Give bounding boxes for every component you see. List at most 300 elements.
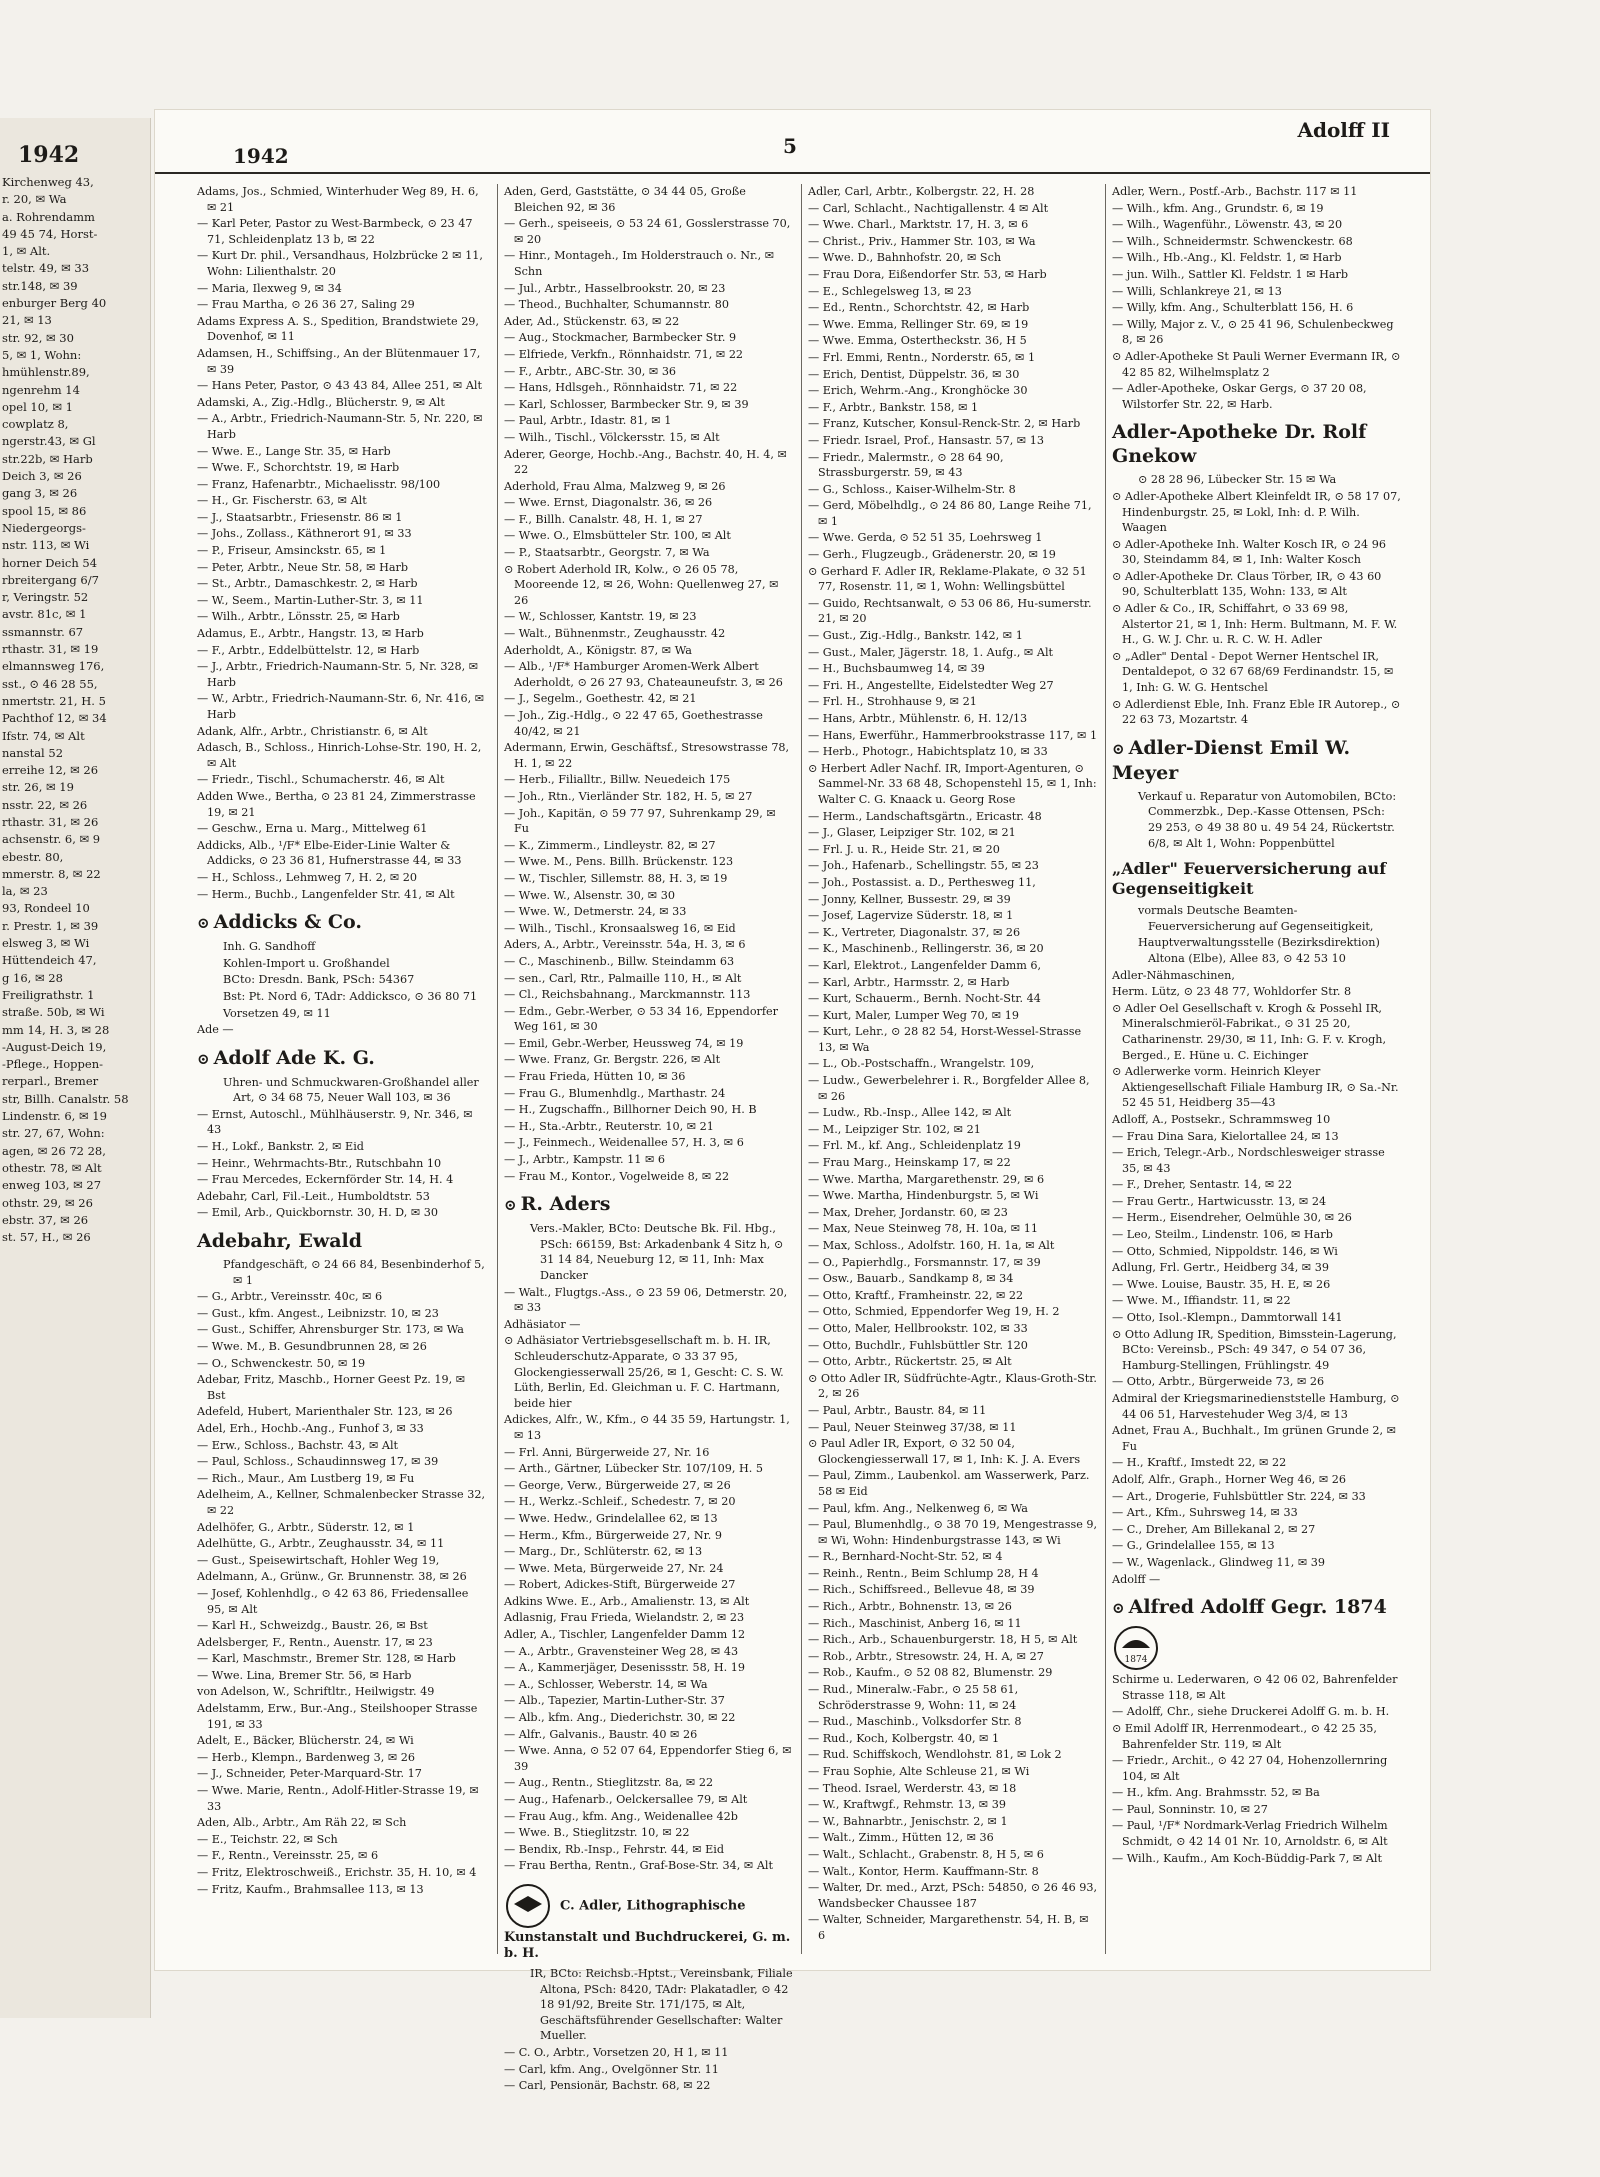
directory-entry: — F., Rentn., Vereinsstr. 25, ✉ 6 bbox=[197, 1849, 379, 1863]
previous-page-line: 21, ✉ 13 bbox=[2, 313, 52, 328]
directory-entry: — Max, Dreher, Jordanstr. 60, ✉ 23 bbox=[808, 1205, 1008, 1219]
directory-entry: — W., Arbtr., Friedrich-Naumann-Str. 6, Nr. 416, ✉ Harb bbox=[197, 692, 485, 721]
directory-entry: Aderhold, Frau Alma, Malzweg 9, ✉ 26 bbox=[504, 479, 726, 493]
previous-page-line: str.22b, ✉ Harb bbox=[2, 451, 93, 466]
previous-page-line: gang 3, ✉ 26 bbox=[2, 486, 78, 501]
directory-entry: — Frau G., Blumenhdlg., Marthastr. 24 bbox=[504, 1086, 726, 1100]
directory-entry: Adams, Jos., Schmied, Winterhuder Weg 89, H. 6, ✉ 21 bbox=[197, 185, 479, 214]
column-2 bbox=[497, 184, 794, 2093]
directory-entry: — Frau M., Kontor., Vogelweide 8, ✉ 22 bbox=[504, 1169, 730, 1183]
directory-entry: — Walter, Schneider, Margarethenstr. 54, H. B, ✉ 6 bbox=[808, 1913, 1089, 1942]
directory-entry: — E., Teichstr. 22, ✉ Sch bbox=[197, 1832, 338, 1846]
directory-entry: — H., Schloss., Lehmweg 7, H. 2, ✉ 20 bbox=[197, 870, 418, 884]
ad-c-adler-body bbox=[504, 1966, 794, 2044]
directory-entry: — Friedr., Malermstr., ⊙ 28 64 90, Strassburgerstr. 59, ✉ 43 bbox=[808, 450, 1004, 480]
eagle-seal-icon bbox=[504, 1882, 552, 1930]
directory-entry: — Wwe. F., Schorchtstr. 19, ✉ Harb bbox=[197, 461, 400, 475]
directory-entry: — C. O., Arbtr., Vorsetzen 20, H 1, ✉ 11 bbox=[504, 2045, 729, 2059]
directory-entry: Adickes, Alfr., W., Kfm., ⊙ 44 35 59, Hartungstr. 1, ✉ 13 bbox=[504, 1413, 790, 1442]
directory-entry: Hauptverwaltungsstelle (Bezirksdirektion) Altona (Elbe), Allee 83, ⊙ 42 53 10 bbox=[1138, 936, 1380, 965]
directory-entry: — Karl, Elektrot., Langenfelder Damm 6, bbox=[808, 958, 1042, 972]
directory-entry: — Frau Bertha, Rentn., Graf-Bose-Str. 34, ✉ Alt bbox=[504, 1859, 773, 1873]
directory-entry: — Wwe. Louise, Baustr. 35, H. E, ✉ 26 bbox=[1112, 1277, 1331, 1291]
directory-entry: — Carl, Pensionär, Bachstr. 68, ✉ 22 bbox=[504, 2079, 711, 2093]
directory-entry: Adler, A., Tischler, Langenfelder Damm 12 bbox=[504, 1628, 746, 1642]
directory-entry: — Walt., Schlacht., Grabenstr. 8, H 5, ✉ 6 bbox=[808, 1847, 1044, 1861]
directory-entry: — W., Kraftwgf., Rehmstr. 13, ✉ 39 bbox=[808, 1798, 1006, 1812]
directory-entry: — Otto, Arbtr., Bürgerweide 73, ✉ 26 bbox=[1112, 1375, 1325, 1389]
column-3 bbox=[801, 184, 1098, 1954]
directory-entry: — Otto, Buchdlr., Fuhlsbüttler Str. 120 bbox=[808, 1338, 1028, 1352]
previous-page-line: cowplatz 8, bbox=[2, 417, 69, 432]
directory-entry: ⊙ Adlerdienst Eble, Inh. Franz Eble IR Autorep., ⊙ 22 63 73, Mozartstr. 4 bbox=[1112, 697, 1401, 727]
directory-entry: — Ludw., Gewerbelehrer i. R., Borgfelder Allee 8, ✉ 26 bbox=[808, 1074, 1090, 1103]
directory-entry: — W., Seem., Martin-Luther-Str. 3, ✉ 11 bbox=[197, 593, 424, 607]
directory-entry: Adelmann, A., Grünw., Gr. Brunnenstr. 38, ✉ 26 bbox=[197, 1570, 467, 1584]
directory-entry: — Art., Kfm., Suhrsweg 14, ✉ 33 bbox=[1112, 1506, 1298, 1520]
directory-entry: — Kurt, Maler, Lumper Weg 70, ✉ 19 bbox=[808, 1008, 1019, 1022]
directory-entry: — Jonny, Kellner, Bussestr. 29, ✉ 39 bbox=[808, 892, 1011, 906]
directory-entry: — Wwe. Lina, Bremer Str. 56, ✉ Harb bbox=[197, 1668, 412, 1682]
registered-circle-icon: ⊙ bbox=[504, 1196, 517, 1215]
directory-entry: — Hans Peter, Pastor, ⊙ 43 43 84, Allee 251, ✉ Alt bbox=[197, 379, 483, 393]
directory-entry: — Wilh., Tischl., Kronsaalsweg 16, ✉ Eid bbox=[504, 921, 736, 935]
directory-entry: Aderer, George, Hochb.-Ang., Bachstr. 40, H. 4, ✉ 22 bbox=[504, 447, 787, 477]
directory-entry: — J., Staatsarbtr., Friesenstr. 86 ✉ 1 bbox=[197, 510, 403, 524]
previous-page-line: a. Rohrendamm bbox=[2, 209, 95, 224]
directory-entry: — Aug., Stockmacher, Barmbecker Str. 9 bbox=[504, 331, 737, 345]
registered-circle-icon: ⊙ bbox=[1112, 1599, 1125, 1618]
previous-page-line: elmannsweg 176, bbox=[2, 659, 105, 674]
directory-entry: — Wwe. Franz, Gr. Bergstr. 226, ✉ Alt bbox=[504, 1053, 721, 1067]
ade-label: Ade — bbox=[197, 1023, 234, 1037]
directory-entry: — Carl, Schlacht., Nachtigallenstr. 4 ✉ Alt bbox=[808, 201, 1049, 215]
directory-entry: Vers.-Makler, BCto: Deutsche Bk. Fil. Hbg., PSch: 66159, Bst: Arkadenbank 4 Sitz h, ⊙ 31 14 84, Neueburg 12, ✉ 11, Inh: Max Dancker bbox=[530, 1222, 784, 1282]
directory-entry: Adamus, E., Arbtr., Hangstr. 13, ✉ Harb bbox=[197, 627, 424, 641]
previous-page-lines bbox=[0, 174, 150, 1246]
directory-entry: — Ernst, Autoschl., Mühlhäuserstr. 9, Nr. 346, ✉ 43 bbox=[197, 1107, 473, 1137]
directory-entry: — Friedr., Archit., ⊙ 42 27 04, Hohenzollernring 104, ✉ Alt bbox=[1112, 1754, 1388, 1783]
page-number: 5 bbox=[783, 134, 797, 158]
directory-entry: ⊙ „Adler" Dental - Depot Werner Hentschel IR, Dentaldepot, ⊙ 32 67 68/69 Ferdinandstr. 15, ✉ 1, Inh: G. W. G. Hentschel bbox=[1112, 649, 1394, 695]
ad-adler-feuer-body bbox=[1112, 903, 1402, 966]
directory-entry: — Paul, Sonninstr. 10, ✉ 27 bbox=[1112, 1802, 1268, 1816]
previous-page-line: 5, ✉ 1, Wohn: bbox=[2, 347, 82, 362]
previous-page-line: -Pflege., Hoppen- bbox=[2, 1057, 104, 1072]
previous-page-line: spool 15, ✉ 86 bbox=[2, 503, 87, 518]
directory-entry: Adelsberger, F., Rentn., Auenstr. 17, ✉ 23 bbox=[197, 1635, 433, 1649]
directory-entry: — F., Arbtr., ABC-Str. 30, ✉ 36 bbox=[504, 364, 677, 378]
directory-entry: — Otto, Arbtr., Rückertstr. 25, ✉ Alt bbox=[808, 1355, 1012, 1369]
directory-entry: — O., Schwenckestr. 50, ✉ 19 bbox=[197, 1356, 366, 1370]
previous-page-line: enweg 103, ✉ 27 bbox=[2, 1178, 102, 1193]
directory-entry: — C., Maschinenb., Billw. Steindamm 63 bbox=[504, 954, 735, 968]
directory-entry: IR, BCto: Reichsb.-Hptst., Vereinsbank, Filiale Altona, PSch: 8420, TAdr: Plakatadler, ⊙ 42 18 91/92, Breite Str. 171/175, ✉ Alt, Geschäftsführender Gesellschafter: Walter Mueller. bbox=[530, 1966, 793, 2043]
directory-entry: — Wwe. W., Alsenstr. 30, ✉ 30 bbox=[504, 888, 675, 902]
previous-page-line: horner Deich 54 bbox=[2, 555, 98, 570]
directory-entry: — Arth., Gärtner, Lübecker Str. 107/109, H. 5 bbox=[504, 1462, 763, 1476]
directory-entry: Adkins Wwe. E., Arb., Amalienstr. 13, ✉ Alt bbox=[504, 1594, 750, 1608]
directory-entry: — G., Schloss., Kaiser-Wilhelm-Str. 8 bbox=[808, 482, 1016, 496]
directory-entry: — H., Kraftf., Imstedt 22, ✉ 22 bbox=[1112, 1456, 1287, 1470]
directory-entry: — Leo, Steilm., Lindenstr. 106, ✉ Harb bbox=[1112, 1228, 1333, 1242]
ad-r-aders-title: ⊙ R. Aders bbox=[504, 1193, 611, 1216]
columns bbox=[197, 184, 1405, 2093]
col2-entries-c bbox=[504, 2045, 794, 2094]
directory-entry: Ader, Ad., Stückenstr. 63, ✉ 22 bbox=[504, 314, 680, 328]
directory-entry: — Herb., Filialltr., Billw. Neuedeich 175 bbox=[504, 773, 731, 787]
ad-adler-dienst-title: ⊙ Adler-Dienst Emil W. Meyer bbox=[1112, 736, 1351, 784]
directory-entry: — Rud., Mineralw.-Fabr., ⊙ 25 58 61, Schröderstrasse 9, Wohn: 11, ✉ 24 bbox=[808, 1683, 1019, 1712]
directory-entry: Adler, Wern., Postf.-Arb., Bachstr. 117 ✉ 11 bbox=[1112, 185, 1358, 198]
directory-entry: — Herb., Klempn., Bardenweg 3, ✉ 26 bbox=[197, 1750, 416, 1764]
col1-entries-c bbox=[197, 1289, 487, 1897]
directory-entry: Adefeld, Hubert, Marienthaler Str. 123, ✉ 26 bbox=[197, 1405, 453, 1419]
ad-alfred-adolff-title: ⊙ Alfred Adolff Gegr. 1874 bbox=[1112, 1596, 1387, 1619]
directory-entry: — Carl, kfm. Ang., Ovelgönner Str. 11 bbox=[504, 2062, 719, 2076]
directory-entry: — Alb., kfm. Ang., Diederichstr. 30, ✉ 22 bbox=[504, 1711, 736, 1725]
directory-entry: — Frl. Anni, Bürgerweide 27, Nr. 16 bbox=[504, 1445, 710, 1459]
directory-entry: — Gerd, Möbelhdlg., ⊙ 24 86 80, Lange Reihe 71, ✉ 1 bbox=[808, 499, 1092, 528]
directory-entry: Inh. G. Sandhoff bbox=[223, 940, 316, 954]
ad-alfred-adolff-body bbox=[1112, 1624, 1402, 1703]
directory-entry: Adel, Erh., Hochb.-Ang., Funhof 3, ✉ 33 bbox=[197, 1421, 424, 1435]
previous-page-year: 1942 bbox=[18, 142, 80, 168]
directory-entry: — H., Gr. Fischerstr. 63, ✉ Alt bbox=[197, 494, 367, 508]
directory-entry: — F., Billh. Canalstr. 48, H. 1, ✉ 27 bbox=[504, 512, 703, 526]
directory-entry: — Karl H., Schweizdg., Baustr. 26, ✉ Bst bbox=[197, 1619, 428, 1633]
directory-entry: — Rud., Koch, Kolbergstr. 40, ✉ 1 bbox=[808, 1731, 1000, 1745]
directory-entry: — Kurt, Schauerm., Bernh. Nocht-Str. 44 bbox=[808, 992, 1041, 1006]
directory-entry: — Hans, Hdlsgeh., Rönnhaidstr. 71, ✉ 22 bbox=[504, 381, 738, 395]
previous-page-line: r. Prestr. 1, ✉ 39 bbox=[2, 918, 99, 933]
directory-entry: — Alb., ¹/F* Hamburger Aromen-Werk Albert Aderholdt, ⊙ 26 27 93, Chateauneufstr. 3, ✉ 26 bbox=[504, 660, 783, 689]
directory-entry: — J., Schneider, Peter-Marquard-Str. 17 bbox=[197, 1767, 422, 1781]
directory-entry: — J., Arbtr., Friedrich-Naumann-Str. 5, Nr. 328, ✉ Harb bbox=[197, 660, 479, 689]
directory-entry: — Walt., Flugtgs.-Ass., ⊙ 23 59 06, Detmerstr. 20, ✉ 33 bbox=[504, 1285, 788, 1315]
directory-entry: Adlung, Frl. Gertr., Heidberg 34, ✉ 39 bbox=[1112, 1261, 1329, 1275]
previous-page-line: ebestr. 80, bbox=[2, 849, 64, 864]
previous-page-line: str, Billh. Canalstr. 58 bbox=[2, 1091, 129, 1106]
directory-entry: — Wwe. Ernst, Diagonalstr. 36, ✉ 26 bbox=[504, 496, 713, 510]
previous-page-line: ebstr. 37, ✉ 26 bbox=[2, 1212, 89, 1227]
directory-entry: — Otto, Schmied, Nippoldstr. 146, ✉ Wi bbox=[1112, 1244, 1338, 1258]
previous-page-line: nsstr. 22, ✉ 26 bbox=[2, 797, 88, 812]
directory-entry: — Gust., Schiffer, Ahrensburger Str. 173, ✉ Wa bbox=[197, 1323, 464, 1337]
directory-entry: ⊙ Adler & Co., IR, Schiffahrt, ⊙ 33 69 98, Alstertor 21, ✉ 1, Inh: Herm. Bultmann, M. F. W. H., G. W. J. Chr. u. R. C. W. H. Adler bbox=[1112, 602, 1398, 647]
directory-entry: — Johs., Zollass., Käthnerort 91, ✉ 33 bbox=[197, 527, 412, 541]
directory-entry: — Peter, Arbtr., Neue Str. 58, ✉ Harb bbox=[197, 560, 409, 574]
directory-entry: ⊙ Adler-Apotheke Inh. Walter Kosch IR, ⊙ 24 96 30, Steindamm 84, ✉ 1, Inh: Walter Kosch bbox=[1112, 537, 1386, 567]
directory-entry: — jun. Wilh., Sattler Kl. Feldstr. 1 ✉ Harb bbox=[1112, 267, 1349, 281]
directory-page bbox=[155, 110, 1430, 2093]
directory-entry: Aders, A., Arbtr., Vereinsstr. 54a, H. 3, ✉ 6 bbox=[504, 938, 746, 952]
directory-entry: ⊙ Paul Adler IR, Export, ⊙ 32 50 04, Glockengiesserwall 17, ✉ 1, Inh: K. J. A. Evers bbox=[808, 1437, 1081, 1466]
previous-page-line: rerparl., Bremer bbox=[2, 1074, 99, 1089]
previous-page-line: 93, Rondeel 10 bbox=[2, 901, 90, 916]
directory-entry: Pfandgeschäft, ⊙ 24 66 84, Besenbinderhof 5, ✉ 1 bbox=[223, 1258, 485, 1287]
header-year: 1942 bbox=[233, 144, 289, 168]
previous-page-line: nstr. 113, ✉ Wi bbox=[2, 538, 90, 553]
directory-entry: — Wilh., Schneidermstr. Schwenckestr. 68 bbox=[1112, 234, 1353, 248]
directory-entry: — Elfriede, Verkfn., Rönnhaidstr. 71, ✉ 22 bbox=[504, 347, 744, 361]
directory-entry: — Paul, Neuer Steinweg 37/38, ✉ 11 bbox=[808, 1420, 1017, 1434]
previous-page-line: rthastr. 31, ✉ 19 bbox=[2, 642, 99, 657]
previous-page-line: erreihe 12, ✉ 26 bbox=[2, 763, 99, 778]
directory-entry: — Wilh., Hb.-Ang., Kl. Feldstr. 1, ✉ Harb bbox=[1112, 251, 1342, 265]
directory-entry: — Herm., Landschaftsgärtn., Ericastr. 48 bbox=[808, 809, 1042, 823]
directory-entry: — H., kfm. Ang. Brahmsstr. 52, ✉ Ba bbox=[1112, 1786, 1320, 1800]
directory-entry: — Wwe. E., Lange Str. 35, ✉ Harb bbox=[197, 444, 391, 458]
directory-entry: — Walt., Kontor, Herm. Kauffmann-Str. 8 bbox=[808, 1864, 1039, 1878]
directory-entry: — J., Glaser, Leipziger Str. 102, ✉ 21 bbox=[808, 826, 1016, 840]
previous-page-line: ngerstr.43, ✉ Gl bbox=[2, 434, 96, 449]
directory-entry: — Rich., Maschinist, Anberg 16, ✉ 11 bbox=[808, 1616, 1022, 1630]
directory-entry: — Frau Frieda, Hütten 10, ✉ 36 bbox=[504, 1070, 686, 1084]
previous-page-line: st. 57, H., ✉ 26 bbox=[2, 1230, 91, 1245]
directory-entry: Adamski, A., Zig.-Hdlg., Blücherstr. 9, ✉ Alt bbox=[197, 395, 445, 409]
directory-entry: — Kurt, Lehr., ⊙ 28 82 54, Horst-Wessel-Strasse 13, ✉ Wa bbox=[808, 1025, 1082, 1054]
previous-page-strip bbox=[0, 118, 151, 2018]
previous-page-line: str.148, ✉ 39 bbox=[2, 278, 78, 293]
directory-entry: — M., Leipziger Str. 102, ✉ 21 bbox=[808, 1122, 981, 1136]
directory-entry: — Maria, Ilexweg 9, ✉ 34 bbox=[197, 281, 342, 295]
directory-entry: — Rud. Schiffskoch, Wendlohstr. 81, ✉ Lok 2 bbox=[808, 1748, 1062, 1762]
directory-entry: — Bendix, Rb.-Insp., Fehrstr. 44, ✉ Eid bbox=[504, 1842, 725, 1856]
previous-page-line: othstr. 29, ✉ 26 bbox=[2, 1195, 93, 1210]
directory-entry: — Wwe. Hedw., Grindelallee 62, ✉ 13 bbox=[504, 1511, 718, 1525]
directory-entry: — Friedr., Tischl., Schumacherstr. 46, ✉ Alt bbox=[197, 773, 445, 787]
directory-entry: — Herm., Kfm., Bürgerweide 27, Nr. 9 bbox=[504, 1528, 723, 1542]
directory-entry: — Karl Peter, Pastor zu West-Barmbeck, ⊙ 23 47 71, Schleidenplatz 13 b, ✉ 22 bbox=[197, 217, 473, 246]
directory-entry: — Cl., Reichsbahnang., Marckmannstr. 113 bbox=[504, 988, 751, 1002]
directory-entry: von Adelson, W., Schriftltr., Heilwigstr. 49 bbox=[197, 1685, 435, 1699]
previous-page-line: nmertstr. 21, H. 5 bbox=[2, 693, 106, 708]
directory-entry: — Gust., Maler, Jägerstr. 18, 1. Aufg., ✉ Alt bbox=[808, 645, 1054, 659]
directory-entry: — Hans, Ewerführ., Hammerbrookstrasse 117, ✉ 1 bbox=[808, 728, 1098, 742]
previous-page-line: enburger Berg 40 bbox=[2, 296, 107, 311]
directory-entry: — Otto, Kraftf., Framheinstr. 22, ✉ 22 bbox=[808, 1288, 1024, 1302]
ad-c-adler-title: C. Adler, Lithographische Kunstanstalt und Buchdruckerei, G. m. b. H. bbox=[504, 1882, 794, 1962]
directory-entry: — Franz, Kutscher, Konsul-Renck-Str. 2, ✉ Harb bbox=[808, 417, 1081, 431]
directory-entry: — Wilh., Tischl., Völckersstr. 15, ✉ Alt bbox=[504, 430, 720, 444]
previous-page-line: str. 92, ✉ 30 bbox=[2, 330, 74, 345]
directory-entry: Kohlen-Import u. Großhandel bbox=[223, 956, 390, 970]
directory-entry: — Willi, Schlankreye 21, ✉ 13 bbox=[1112, 284, 1282, 298]
directory-entry: — Paul, Arbtr., Idastr. 81, ✉ 1 bbox=[504, 414, 672, 428]
directory-entry: — Frl. M., kf. Ang., Schleidenplatz 19 bbox=[808, 1139, 1021, 1153]
directory-entry: — Adolff, Chr., siehe Druckerei Adolff G. m. b. H. bbox=[1112, 1705, 1390, 1719]
directory-entry: — Wilh., Wagenführ., Löwenstr. 43, ✉ 20 bbox=[1112, 218, 1343, 232]
directory-entry: — Rob., Arbtr., Stresowstr. 24, H. A, ✉ 27 bbox=[808, 1649, 1044, 1663]
directory-entry: — Josef, Kohlenhdlg., ⊙ 42 63 86, Friedensallee 95, ✉ Alt bbox=[197, 1586, 469, 1616]
directory-entry: — Wwe. W., Detmerstr. 24, ✉ 33 bbox=[504, 905, 687, 919]
directory-entry: — Rich., Arbtr., Bohnenstr. 13, ✉ 26 bbox=[808, 1600, 1012, 1614]
previous-page-line: rbreitergang 6/7 bbox=[2, 572, 99, 587]
directory-entry: — Joh., Kapitän, ⊙ 59 77 97, Suhrenkamp 29, ✉ Fu bbox=[504, 806, 776, 836]
directory-entry: — Frau Gertr., Hartwicusstr. 13, ✉ 24 bbox=[1112, 1194, 1327, 1208]
directory-entry: — Wwe. M., Iffiandstr. 11, ✉ 22 bbox=[1112, 1294, 1291, 1308]
directory-entry: — Fritz, Elektroschweiß., Erichstr. 35, H. 10, ✉ 4 bbox=[197, 1866, 477, 1879]
directory-entry: ⊙ Robert Aderhold IR, Kolw., ⊙ 26 05 78, Mooreende 12, ✉ 26, Wohn: Quellenweg 27, ✉ 26 bbox=[504, 562, 779, 607]
col4-entries-b bbox=[1112, 489, 1402, 728]
directory-entry: — Hans, Arbtr., Mühlenstr. 6, H. 12/13 bbox=[808, 712, 1028, 725]
directory-entry: — O., Papierhdlg., Forsmannstr. 17, ✉ 39 bbox=[808, 1255, 1041, 1269]
directory-entry: — Erich, Wehrm.-Ang., Kronghöcke 30 bbox=[808, 384, 1028, 398]
previous-page-line: r. 20, ✉ Wa bbox=[2, 192, 67, 207]
previous-page-line: 49 45 74, Horst- bbox=[2, 226, 98, 241]
directory-entry: — Wwe. Martha, Hindenburgstr. 5, ✉ Wi bbox=[808, 1189, 1039, 1203]
directory-entry: — Frau Dina Sara, Kielortallee 24, ✉ 13 bbox=[1112, 1129, 1339, 1143]
directory-entry: — Guido, Rechtsanwalt, ⊙ 53 06 86, Hu-sumerstr. 21, ✉ 20 bbox=[808, 596, 1092, 626]
previous-page-line: elsweg 3, ✉ Wi bbox=[2, 936, 90, 951]
directory-entry: — Gust., kfm. Angest., Leibnizstr. 10, ✉ 23 bbox=[197, 1306, 439, 1320]
directory-entry: — Otto, Schmied, Eppendorfer Weg 19, H. 2 bbox=[808, 1305, 1060, 1319]
directory-entry: — Walter, Dr. med., Arzt, PSch: 54850, ⊙ 26 46 93, Wandsbecker Chaussee 187 bbox=[808, 1881, 1098, 1910]
directory-entry: — George, Verw., Bürgerweide 27, ✉ 26 bbox=[504, 1478, 731, 1492]
directory-entry: — F., Dreher, Sentastr. 14, ✉ 22 bbox=[1112, 1178, 1293, 1192]
previous-page-line: opel 10, ✉ 1 bbox=[2, 399, 73, 414]
previous-page-line: Pachthof 12, ✉ 34 bbox=[2, 711, 107, 726]
directory-entry: — Paul, Zimm., Laubenkol. am Wasserwerk, Parz. 58 ✉ Eid bbox=[808, 1469, 1090, 1498]
directory-entry: Adhäsiator — bbox=[504, 1317, 581, 1331]
directory-entry: — Frau Aug., kfm. Ang., Weidenallee 42b bbox=[504, 1809, 738, 1823]
directory-entry: — H., Buchsbaumweg 14, ✉ 39 bbox=[808, 662, 985, 676]
directory-entry: — Willy, Major z. V., ⊙ 25 41 96, Schulenbeckweg 8, ✉ 26 bbox=[1112, 317, 1394, 347]
previous-page-line: Hüttendeich 47, bbox=[2, 953, 97, 968]
directory-entry: — J., Arbtr., Kampstr. 11 ✉ 6 bbox=[504, 1153, 666, 1167]
directory-entry: — Frau Mercedes, Eckernförder Str. 14, H. 4 bbox=[197, 1173, 454, 1187]
directory-entry: Adasch, B., Schloss., Hinrich-Lohse-Str. 190, H. 2, ✉ Alt bbox=[197, 741, 482, 770]
directory-entry: — Erw., Schloss., Bachstr. 43, ✉ Alt bbox=[197, 1438, 399, 1452]
directory-entry: Adlasnig, Frau Frieda, Wielandstr. 2, ✉ 23 bbox=[504, 1611, 745, 1625]
col2-entries-a bbox=[504, 184, 794, 1184]
directory-entry: — Wwe. Martha, Margarethenstr. 29, ✉ 6 bbox=[808, 1172, 1045, 1186]
directory-entry: — Rich., Schiffsreed., Bellevue 48, ✉ 39 bbox=[808, 1583, 1035, 1597]
previous-page-line: achsenstr. 6, ✉ 9 bbox=[2, 832, 101, 847]
directory-entry: — Emil, Arb., Quickbornstr. 30, H. D, ✉ 30 bbox=[197, 1206, 439, 1220]
directory-entry: — Art., Drogerie, Fuhlsbüttler Str. 224, ✉ 33 bbox=[1112, 1489, 1366, 1503]
directory-entry: — Ludw., Rb.-Insp., Allee 142, ✉ Alt bbox=[808, 1106, 1012, 1120]
previous-page-line: sst., ⊙ 46 28 55, bbox=[2, 676, 98, 691]
directory-entry: — Emil, Gebr.-Werber, Heussweg 74, ✉ 19 bbox=[504, 1036, 744, 1050]
previous-page-line: othestr. 78, ✉ Alt bbox=[2, 1160, 102, 1175]
directory-entry: — Fri. H., Angestellte, Eidelstedter Weg 27 bbox=[808, 678, 1054, 692]
directory-entry: — Karl, Schlosser, Barmbecker Str. 9, ✉ 39 bbox=[504, 397, 749, 411]
directory-entry: — Osw., Bauarb., Sandkamp 8, ✉ 34 bbox=[808, 1272, 1014, 1286]
directory-entry: Adloff, A., Postsekr., Schrammsweg 10 bbox=[1112, 1112, 1331, 1126]
directory-entry: — L., Ob.-Postschaffn., Wrangelstr. 109, bbox=[808, 1057, 1035, 1071]
directory-entry: — Franz, Hafenarbtr., Michaelisstr. 98/100 bbox=[197, 477, 441, 491]
directory-entry: Bst: Pt. Nord 6, TAdr: Addicksco, ⊙ 36 80 71 bbox=[223, 989, 478, 1003]
directory-entry: — Wwe. Charl., Marktstr. 17, H. 3, ✉ 6 bbox=[808, 218, 1029, 232]
directory-entry: — Frau Marg., Heinskamp 17, ✉ 22 bbox=[808, 1156, 1011, 1170]
directory-entry: — sen., Carl, Rtr., Palmaille 110, H., ✉ Alt bbox=[504, 971, 742, 985]
previous-page-line: g 16, ✉ 28 bbox=[2, 970, 63, 985]
directory-entry: — Wilh., Arbtr., Lönsstr. 25, ✉ Harb bbox=[197, 610, 400, 624]
directory-entry: ⊙ Emil Adolff IR, Herrenmodeart., ⊙ 42 25 35, Bahrenfelder Str. 119, ✉ Alt bbox=[1112, 1721, 1377, 1751]
directory-entry: Adank, Alfr., Arbtr., Christianstr. 6, ✉ Alt bbox=[197, 724, 428, 738]
umbrella-seal-icon bbox=[1112, 1624, 1160, 1672]
col4-entries-c bbox=[1112, 968, 1402, 1588]
directory-entry: Adler, Carl, Arbtr., Kolbergstr. 22, H. 28 bbox=[808, 185, 1035, 198]
directory-entry: — Reinh., Rentn., Beim Schlump 28, H 4 bbox=[808, 1566, 1039, 1580]
directory-entry: — Aug., Hafenarb., Oelckersallee 79, ✉ Alt bbox=[504, 1793, 748, 1806]
ad-adolf-ade-title: ⊙ Adolf Ade K. G. bbox=[197, 1046, 375, 1069]
directory-entry: — Paul, kfm. Ang., Nelkenweg 6, ✉ Wa bbox=[808, 1501, 1028, 1515]
directory-entry: — Edm., Gebr.-Werber, ⊙ 53 34 16, Eppendorfer Weg 161, ✉ 30 bbox=[504, 1004, 779, 1034]
directory-entry: — Erich, Dentist, Düppelstr. 36, ✉ 30 bbox=[808, 367, 1020, 381]
page-header bbox=[155, 110, 1430, 174]
ad-adler-apotheke-body bbox=[1112, 472, 1402, 488]
directory-entry: — Frau Dora, Eißendorfer Str. 53, ✉ Harb bbox=[808, 267, 1047, 281]
directory-entry: — Christ., Priv., Hammer Str. 103, ✉ Wa bbox=[808, 234, 1036, 248]
directory-entry: — Rich., Arb., Schauenburgerstr. 18, H 5, ✉ Alt bbox=[808, 1633, 1078, 1647]
directory-entry: — Frl. J. u. R., Heide Str. 21, ✉ 20 bbox=[808, 842, 1000, 856]
directory-entry: — Wwe. M., Pens. Billh. Brückenstr. 123 bbox=[504, 855, 734, 869]
directory-entry: — Gust., Speisewirtschaft, Hohler Weg 19, bbox=[197, 1553, 440, 1567]
directory-entry: — F., Arbtr., Bankstr. 158, ✉ 1 bbox=[808, 400, 979, 414]
previous-page-line: str. 27, 67, Wohn: bbox=[2, 1126, 105, 1141]
directory-entry: — Jul., Arbtr., Hasselbrookstr. 20, ✉ 23 bbox=[504, 281, 726, 295]
directory-entry: — Josef, Lagervize Süderstr. 18, ✉ 1 bbox=[808, 909, 1014, 923]
directory-entry: — Wwe. Emma, Ostertheckstr. 36, H 5 bbox=[808, 334, 1027, 348]
directory-entry: — H., Sta.-Arbtr., Reuterstr. 10, ✉ 21 bbox=[504, 1119, 714, 1133]
directory-entry: — Wwe. B., Stieglitzstr. 10, ✉ 22 bbox=[504, 1826, 690, 1840]
directory-entry: — W., Schlosser, Kantstr. 19, ✉ 23 bbox=[504, 610, 697, 624]
column-4 bbox=[1105, 184, 1402, 1954]
directory-entry: Adelheim, A., Kellner, Schmalenbecker Strasse 32, ✉ 22 bbox=[197, 1488, 485, 1517]
directory-entry: — Alb., Tapezier, Martin-Luther-Str. 37 bbox=[504, 1694, 725, 1708]
directory-entry: — Wwe. Gerda, ⊙ 52 51 35, Loehrsweg 1 bbox=[808, 531, 1043, 545]
directory-entry: Adelhöfer, G., Arbtr., Süderstr. 12, ✉ 1 bbox=[197, 1520, 415, 1534]
directory-entry: — Karl, Arbtr., Harmsstr. 2, ✉ Harb bbox=[808, 975, 1010, 989]
directory-entry: ⊙ Adler-Apotheke St Pauli Werner Evermann IR, ⊙ 42 85 82, Wilhelmsplatz 2 bbox=[1112, 349, 1401, 379]
directory-entry: — Wwe. D., Bahnhofstr. 20, ✉ Sch bbox=[808, 251, 1002, 265]
registered-circle-icon: ⊙ bbox=[1112, 739, 1125, 758]
col4-entries-a bbox=[1112, 184, 1402, 412]
col1-entries-a bbox=[197, 184, 487, 902]
directory-entry: — Gerh., speiseeis, ⊙ 53 24 61, Gosslerstrasse 70, ✉ 20 bbox=[504, 217, 791, 246]
directory-entry: — Heinr., Wehrmachts-Btr., Rutschbahn 10 bbox=[197, 1156, 442, 1170]
directory-entry: — Kurt Dr. phil., Versandhaus, Holzbrücke 2 ✉ 11, Wohn: Lilienthalstr. 20 bbox=[197, 249, 483, 278]
directory-entry: — Walt., Bühnenmstr., Zeughausstr. 42 bbox=[504, 627, 726, 641]
directory-entry: — Theod. Israel, Werderstr. 43, ✉ 18 bbox=[808, 1781, 1017, 1795]
directory-entry: — Wilh., Kaufm., Am Koch-Büddig-Park 7, ✉ Alt bbox=[1112, 1851, 1382, 1865]
directory-entry: — K., Zimmerm., Lindleystr. 82, ✉ 27 bbox=[504, 838, 716, 852]
previous-page-line: mm 14, H. 3, ✉ 28 bbox=[2, 1022, 110, 1037]
directory-entry: Adermann, Erwin, Geschäftsf., Stresowstrasse 78, H. 1, ✉ 22 bbox=[504, 741, 790, 770]
col3-entries bbox=[808, 184, 1098, 1944]
directory-entry: BCto: Dresdn. Bank, PSch: 54367 bbox=[223, 973, 415, 987]
directory-entry: Uhren- und Schmuckwaren-Großhandel aller Art, ⊙ 34 68 75, Neuer Wall 103, ✉ 36 bbox=[223, 1075, 479, 1105]
previous-page-line: Kirchenweg 43, bbox=[2, 175, 94, 189]
directory-entry: — Adler-Apotheke, Oskar Gergs, ⊙ 37 20 08, Wilstorfer Str. 22, ✉ Harb. bbox=[1112, 382, 1367, 411]
ad-r-aders-body bbox=[504, 1221, 794, 1283]
previous-page-line: Ifstr. 74, ✉ Alt bbox=[2, 728, 85, 743]
directory-entry: ⊙ Adler-Apotheke Albert Kleinfeldt IR, ⊙ 58 17 07, Hindenburgstr. 25, ✉ Lokl, Inh: d. P. Wilh. Waagen bbox=[1112, 489, 1401, 535]
ad-addicks-body bbox=[197, 939, 487, 1021]
directory-entry: ⊙ Otto Adler IR, Südfrüchte-Agtr., Klaus-Groth-Str. 2, ✉ 26 bbox=[808, 1371, 1097, 1401]
ad-adler-apotheke-title: Adler-Apotheke Dr. Rolf Gnekow bbox=[1112, 421, 1367, 468]
ad-addicks-title: ⊙ Addicks & Co. bbox=[197, 911, 362, 934]
ad-adebahr-body bbox=[197, 1257, 487, 1288]
ad-adler-feuer-title: „Adler" Feuerversicherung auf Gegenseitigkeit bbox=[1112, 859, 1387, 899]
directory-entry: Addicks, Alb., ¹/F* Elbe-Eider-Linie Walter & Addicks, ⊙ 23 36 81, Hufnerstrasse 44, ✉ 33 bbox=[197, 838, 462, 868]
previous-page-line: Freiligrathstr. 1 bbox=[2, 987, 95, 1002]
directory-entry: — Theod., Buchhalter, Schumannstr. 80 bbox=[504, 298, 730, 312]
directory-entry: — Wwe. Meta, Bürgerweide 27, Nr. 24 bbox=[504, 1561, 724, 1575]
